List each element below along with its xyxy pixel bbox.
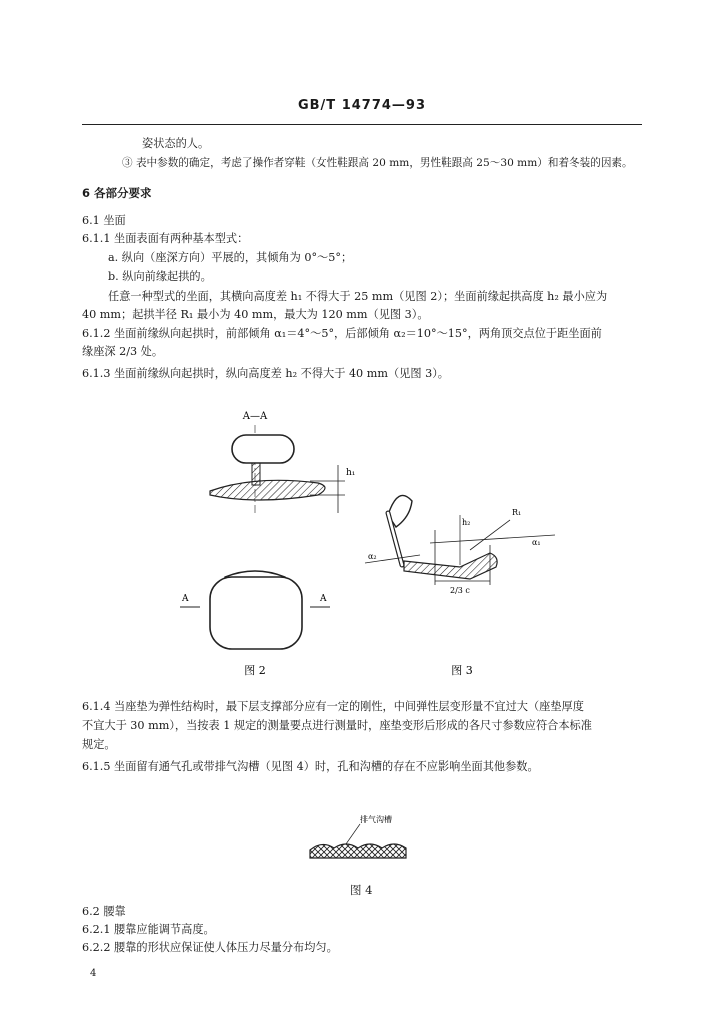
section-6-2-1: 6.2.1 腰靠应能调节高度。	[82, 923, 215, 936]
item-a: a. 纵向（座深方向）平展的，其倾角为 0°～5°；	[108, 251, 353, 264]
fig3-seat-profile	[404, 553, 497, 579]
section-6-1-4-line-1: 6.1.4 当座垫为弹性结构时，最下层支撑部分应有一定的刚性，中间弹性层变形量不宜过大（座垫厚度	[82, 700, 584, 713]
figures-2-3	[160, 395, 580, 685]
section-6-2-title: 6.2 腰靠	[82, 905, 126, 918]
paragraph-line-1: 任意一种型式的坐面，其横向高度差 h₁ 不得大于 25 mm（见图 2）；坐面前缘起拱高度 h₂ 最小应为	[108, 290, 608, 303]
paragraph-line-2: 40 mm；起拱半径 R₁ 最小为 40 mm，最大为 120 mm（见图 3）。	[82, 308, 429, 321]
section-6-1-3: 6.1.3 坐面前缘纵向起拱时，纵向高度差 h₂ 不得大于 40 mm（见图 3）。	[82, 367, 449, 380]
section-6-2-2: 6.2.2 腰靠的形状应保证使人体压力尽量分布均匀。	[82, 941, 338, 954]
fig2-backrest-section	[232, 435, 294, 463]
fig3-angle-a2: α₂	[368, 552, 377, 561]
fig3-dim-h2: h₂	[462, 518, 471, 527]
fig4-leader-line	[346, 824, 360, 844]
section-6-1-5: 6.1.5 坐面留有通气孔或带排气沟槽（见图 4）时，孔和沟槽的存在不应影响坐面其他参数。	[82, 760, 539, 773]
section-6-title: 6 各部分要求	[82, 186, 152, 200]
fig2-seat-section	[210, 480, 325, 500]
fig3-caption: 图 3	[451, 664, 473, 677]
note-3: ③ 表中参数的确定，考虑了操作者穿鞋（女性鞋跟高 20 mm，男性鞋跟高 25～30 mm）和着冬装的因素。	[122, 157, 633, 169]
note-continuation: 姿状态的人。	[142, 137, 210, 150]
section-6-1-2-line-2: 缘座深 2/3 处。	[82, 345, 164, 358]
fig2-cut-label-right: A	[320, 594, 327, 604]
fig2-section-label: A—A	[242, 411, 268, 422]
item-b: b. 纵向前缘起拱的。	[108, 270, 212, 283]
figure-4	[300, 810, 420, 870]
fig2-cut-label-left: A	[182, 594, 189, 604]
fig2-caption: 图 2	[244, 664, 266, 677]
fig4-caption: 图 4	[350, 883, 373, 897]
fig3-dim-r1: R₁	[512, 508, 522, 517]
header-rule	[82, 124, 642, 125]
section-6-1-4-line-3: 规定。	[82, 738, 116, 751]
fig4-groove-profile	[310, 844, 406, 858]
fig3-angle-a1: α₁	[532, 538, 541, 547]
section-6-1-title: 6.1 坐面	[82, 214, 126, 227]
fig2-dim-label: h₁	[346, 468, 356, 478]
fig4-groove-label: 排气沟槽	[360, 815, 392, 824]
section-6-1-2-line-1: 6.1.2 坐面前缘纵向起拱时，前部倾角 α₁＝4°～5°，后部倾角 α₂＝10°～15°，两角顶交点位于距坐面前	[82, 327, 602, 340]
section-6-1-1: 6.1.1 坐面表面有两种基本型式：	[82, 232, 249, 245]
section-6-1-4-line-2: 不宜大于 30 mm），当按表 1 规定的测量要点进行测量时，座垫变形后形成的各尺寸参数应符合本标准	[82, 719, 592, 732]
fig3-fraction: 2/3 c	[450, 586, 470, 595]
standard-number: GB/T 14774—93	[297, 98, 427, 113]
page-number: 4	[90, 968, 97, 979]
fig2-plan-seat	[210, 577, 302, 649]
